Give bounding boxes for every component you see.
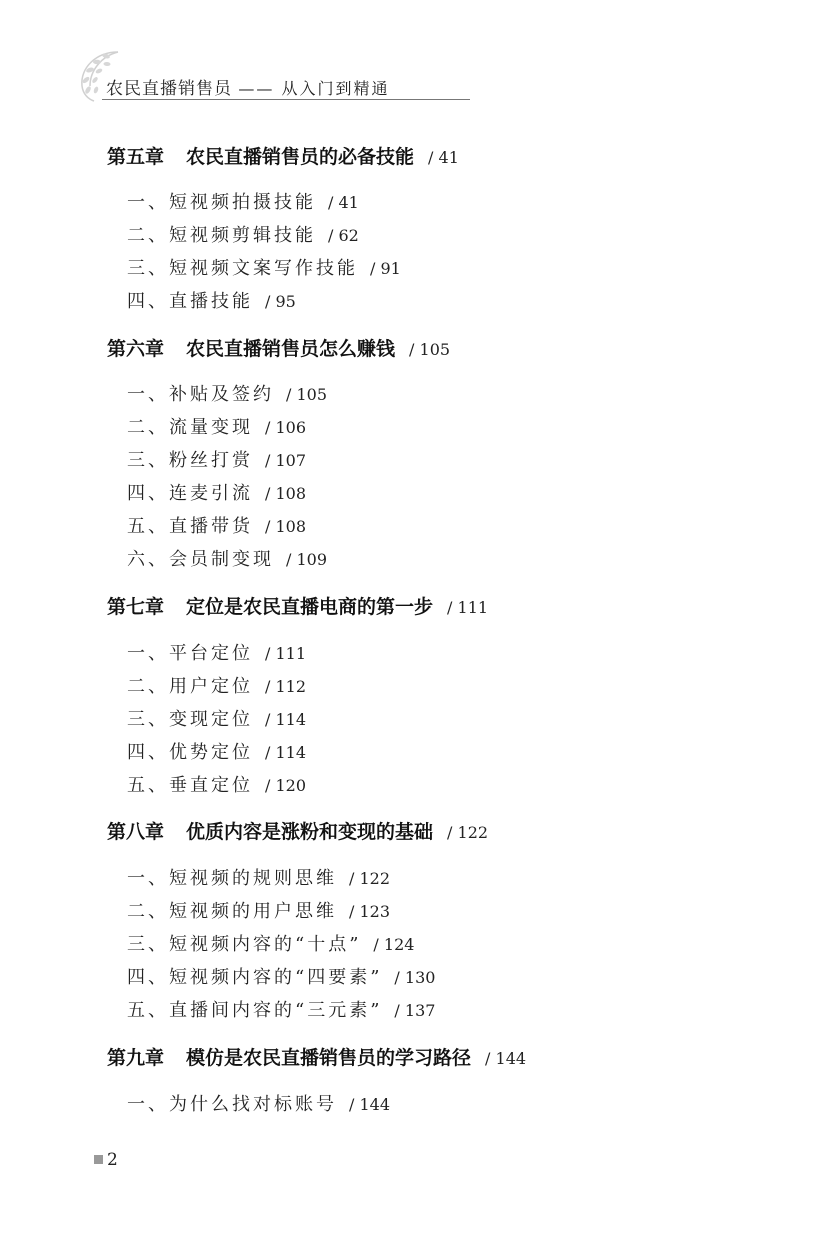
toc-item-label: 五、直播带货: [127, 516, 253, 537]
toc-item-page: / 111: [265, 644, 307, 663]
toc-item[interactable]: [127, 380, 327, 406]
toc-item[interactable]: [127, 1090, 390, 1116]
toc-item-label: 四、连麦引流: [127, 483, 253, 504]
chapter-8-heading[interactable]: [107, 817, 488, 844]
toc-item-page: / 41: [328, 193, 359, 212]
toc-item-page: / 106: [265, 418, 307, 437]
toc-item-label: 四、优势定位: [127, 742, 253, 763]
toc-item-page: / 105: [286, 385, 328, 404]
chapter-title: 农民直播销售员怎么赚钱: [186, 338, 396, 360]
chapter-page: / 122: [447, 823, 489, 842]
book-subtitle: —— 从入门到精通: [238, 79, 390, 98]
toc-item-page: / 137: [394, 1001, 436, 1020]
toc-item-page: / 108: [265, 484, 307, 503]
toc-item-label: 二、流量变现: [127, 417, 253, 438]
chapter-9-heading[interactable]: [107, 1043, 526, 1070]
chapter-number: 第五章: [107, 146, 165, 168]
chapter-page: / 105: [409, 340, 451, 359]
chapter-number: 第六章: [107, 338, 165, 360]
toc-item[interactable]: [127, 672, 306, 698]
header-title: [106, 74, 390, 99]
header-rule: [102, 99, 470, 100]
page-number: 2: [107, 1150, 118, 1170]
toc-item-label: 二、短视频的用户思维: [127, 901, 337, 922]
chapter-number: 第九章: [107, 1047, 165, 1069]
toc-item[interactable]: [127, 738, 306, 764]
toc-item-page: / 112: [265, 677, 307, 696]
toc-item-label: 六、会员制变现: [127, 549, 274, 570]
toc-item[interactable]: [127, 545, 327, 571]
toc-item-page: / 144: [349, 1095, 391, 1114]
toc-item[interactable]: [127, 930, 414, 956]
toc-item-page: / 124: [373, 935, 415, 954]
toc-item[interactable]: [127, 897, 390, 923]
toc-item[interactable]: [127, 639, 306, 665]
toc-item-label: 一、为什么找对标账号: [127, 1094, 337, 1115]
toc-item-page: / 122: [349, 869, 391, 888]
toc-item-label: 四、短视频内容的“四要素”: [127, 967, 383, 988]
toc-item[interactable]: [127, 963, 435, 989]
toc-item-label: 二、短视频剪辑技能: [127, 225, 316, 246]
toc-item[interactable]: [127, 446, 306, 472]
toc-item[interactable]: [127, 996, 435, 1022]
toc-item[interactable]: [127, 188, 359, 214]
chapter-title: 农民直播销售员的必备技能: [186, 146, 415, 168]
toc-item-label: 三、粉丝打赏: [127, 450, 253, 471]
toc-item-label: 三、短视频内容的“十点”: [127, 934, 362, 955]
toc-item-label: 五、垂直定位: [127, 775, 253, 796]
toc-item-label: 二、用户定位: [127, 676, 253, 697]
toc-item[interactable]: [127, 512, 306, 538]
chapter-title: 模仿是农民直播销售员的学习路径: [186, 1047, 472, 1069]
toc-item-page: / 114: [265, 743, 307, 762]
footer-square-icon: [94, 1155, 103, 1164]
chapter-page: / 41: [428, 148, 459, 167]
toc-item-page: / 123: [349, 902, 391, 921]
toc-item-page: / 62: [328, 226, 359, 245]
toc-item[interactable]: [127, 221, 359, 247]
chapter-title: 定位是农民直播电商的第一步: [186, 596, 434, 618]
toc-item-label: 三、短视频文案写作技能: [127, 258, 358, 279]
toc-item-page: / 120: [265, 776, 307, 795]
chapter-title: 优质内容是涨粉和变现的基础: [186, 821, 434, 843]
toc-item-label: 一、短视频拍摄技能: [127, 192, 316, 213]
toc-item-label: 一、短视频的规则思维: [127, 868, 337, 889]
toc-item[interactable]: [127, 864, 390, 890]
toc-item[interactable]: [127, 254, 401, 280]
chapter-number: 第七章: [107, 596, 165, 618]
chapter-6-heading[interactable]: [107, 334, 450, 361]
chapter-5-heading[interactable]: [107, 142, 459, 169]
toc-item-page: / 114: [265, 710, 307, 729]
toc-item-label: 三、变现定位: [127, 709, 253, 730]
toc-item-label: 四、直播技能: [127, 291, 253, 312]
toc-item-page: / 108: [265, 517, 307, 536]
chapter-page: / 144: [485, 1049, 527, 1068]
toc-item-label: 一、平台定位: [127, 643, 253, 664]
toc-item-page: / 95: [265, 292, 296, 311]
toc-item-label: 一、补贴及签约: [127, 384, 274, 405]
page-footer: [94, 1150, 118, 1170]
toc-item[interactable]: [127, 287, 296, 313]
toc-item[interactable]: [127, 479, 306, 505]
toc-item[interactable]: [127, 413, 306, 439]
chapter-page: / 111: [447, 598, 489, 617]
toc-item[interactable]: [127, 705, 306, 731]
toc-item-page: / 109: [286, 550, 328, 569]
running-header: [78, 46, 408, 102]
toc-item-page: / 91: [370, 259, 401, 278]
chapter-7-heading[interactable]: [107, 592, 488, 619]
chapter-number: 第八章: [107, 821, 165, 843]
toc-item[interactable]: [127, 771, 306, 797]
toc-item-label: 五、直播间内容的“三元素”: [127, 1000, 383, 1021]
toc-item-page: / 130: [394, 968, 436, 987]
toc-item-page: / 107: [265, 451, 307, 470]
book-title: 农民直播销售员: [106, 79, 232, 99]
